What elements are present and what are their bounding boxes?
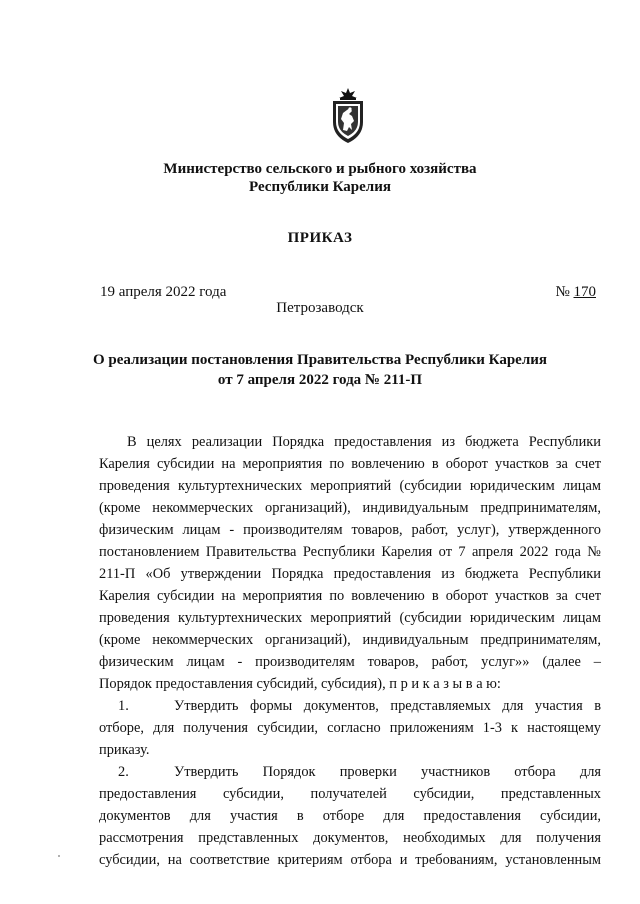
body-paragraph-line: проведения культуртехнических мероприятий (субсидии юридическим лицам — [99, 478, 601, 494]
body-paragraph-line: физическим лицам - производителям товаров, работ, услуг»» (далее – — [99, 654, 601, 670]
body-paragraph-line: В целях реализации Порядка предоставления из бюджета Республики — [127, 434, 601, 450]
list-item-number: 2. — [118, 764, 129, 780]
scan-speck — [58, 855, 60, 857]
karelia-coat-of-arms-icon — [328, 88, 368, 144]
body-paragraph-line: (кроме некоммерческих организаций), индивидуальным предпринимателям, — [99, 632, 601, 648]
order-title: ПРИКАЗ — [287, 230, 353, 246]
body-paragraph-line: 211-П «Об утверждении Порядка предоставления из бюджета Республики — [99, 566, 601, 582]
body-paragraph-line: постановлением Правительства Республики Карелия от 7 апреля 2022 года № — [99, 544, 601, 560]
order-number-prefix: № — [555, 284, 570, 300]
order-date: 19 апреля 2022 года — [100, 284, 227, 300]
list-item-line: документов для участия в отборе для предоставления субсидии, — [99, 808, 601, 824]
list-item-line: предоставления субсидии, получателей субсидии, представленных — [99, 786, 601, 802]
list-item-line: приказу. — [99, 742, 150, 758]
order-city: Петрозаводск — [276, 300, 364, 316]
list-item-line: рассмотрения представленных документов, необходимых для получения — [99, 830, 601, 846]
list-item-line: субсидии, на соответствие критериям отбора и требованиям, установленным — [99, 852, 601, 868]
body-paragraph-line: Порядок предоставления субсидий, субсидия), п р и к а з ы в а ю: — [99, 676, 501, 692]
order-number — [555, 284, 596, 301]
order-subject-line2: от 7 апреля 2022 года № 211-П — [217, 372, 423, 388]
order-number-value: 170 — [573, 284, 596, 300]
body-paragraph-line: физическим лицам - производителям товаров, работ, услуг), утвержденного — [99, 522, 601, 538]
body-paragraph-line: Карелия субсидии на мероприятия по вовлечению в оборот участков за счет — [99, 456, 601, 472]
body-paragraph-line: проведения культуртехнических мероприятий (субсидии юридическим лицам — [99, 610, 601, 626]
body-paragraph-line: Карелия субсидии на мероприятия по вовлечению в оборот участков за счет — [99, 588, 601, 604]
ministry-name-line1: Министерство сельского и рыбного хозяйства — [163, 161, 477, 177]
list-item-number: 1. — [118, 698, 129, 714]
order-subject-line1: О реализации постановления Правительства Республики Карелия — [92, 352, 548, 368]
list-item-line: Утвердить формы документов, представляемых для участия в — [174, 698, 601, 714]
list-item-line: Утвердить Порядок проверки участников отбора для — [174, 764, 601, 780]
ministry-name-line2: Республики Карелия — [249, 179, 391, 195]
list-item-line: отборе, для получения субсидии, согласно приложениям 1-3 к настоящему — [99, 720, 601, 736]
body-paragraph-line: (кроме некоммерческих организаций), индивидуальным предпринимателям, — [99, 500, 601, 516]
